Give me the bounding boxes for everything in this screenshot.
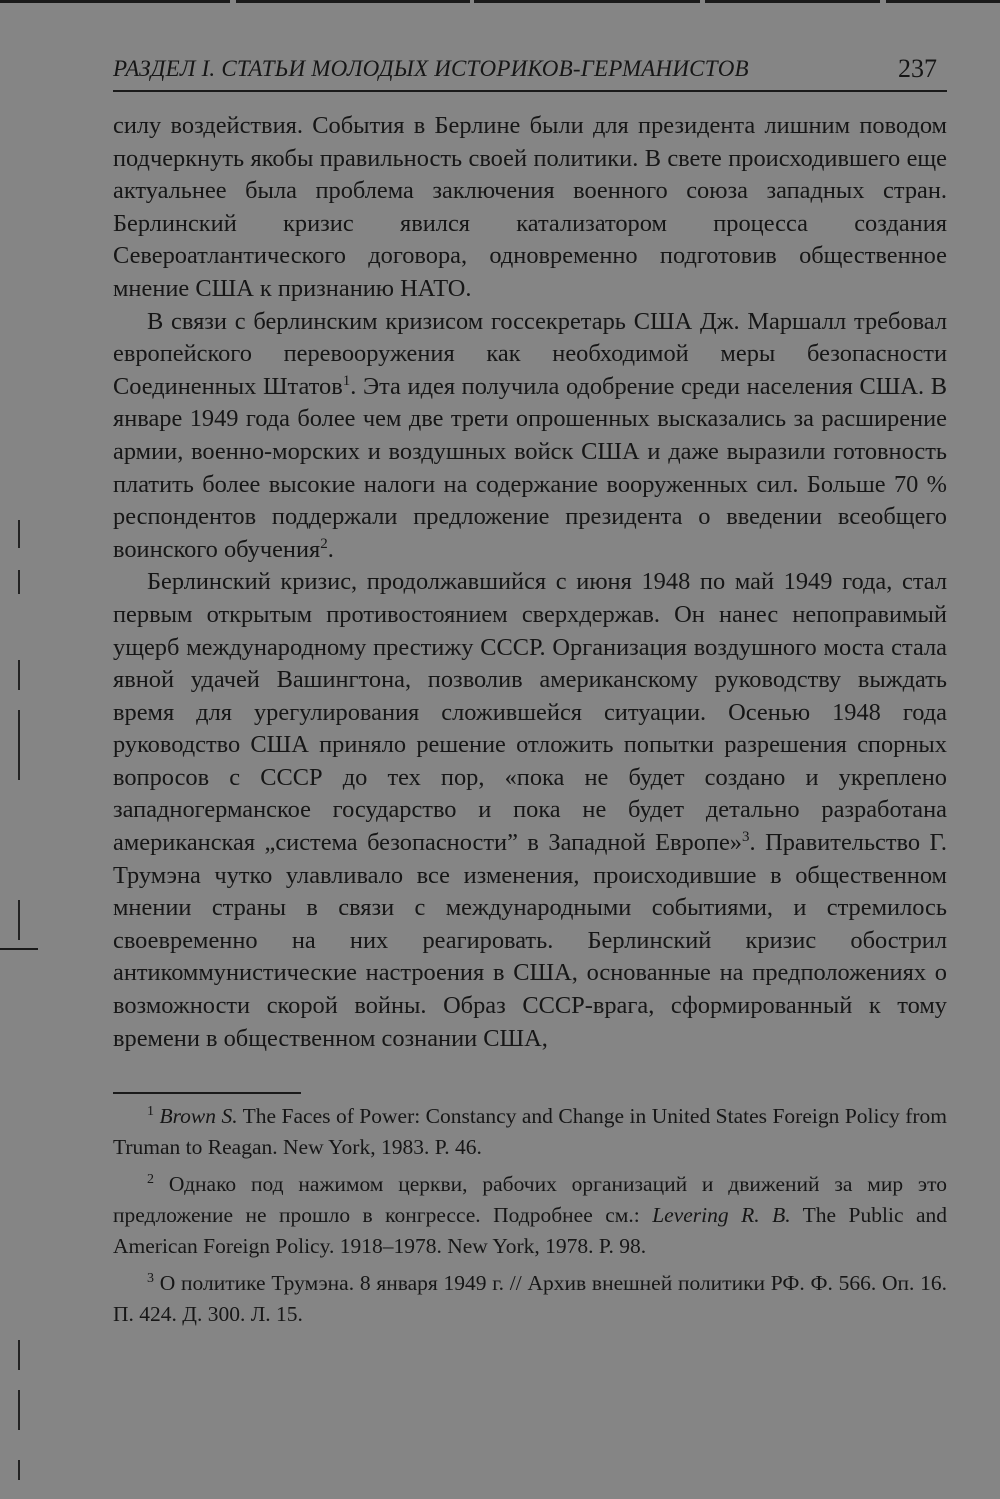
footnote-text: О политике Трумэна. 8 января 1949 г. // Архив внешней политики РФ. Ф. 566. Оп. 16. П. 424. Д. 300. Л. 15. bbox=[113, 1271, 947, 1327]
book-page bbox=[113, 50, 947, 1336]
footnote-author: Brown S. bbox=[159, 1104, 238, 1129]
footnote-text: Однако под нажимом церкви, рабочих организаций и движений за мир это предложение не прошло в конгрессе. Подробнее см.: bbox=[113, 1172, 947, 1228]
paragraph-3 bbox=[113, 566, 947, 1055]
footnote-divider bbox=[113, 1092, 301, 1094]
paragraph-2-text: . bbox=[327, 535, 334, 563]
running-title: РАЗДЕЛ I. СТАТЬИ МОЛОДЫХ ИСТОРИКОВ-ГЕРМАНИСТОВ bbox=[113, 56, 749, 81]
scan-margin-mark bbox=[18, 1460, 20, 1480]
scan-border-gap bbox=[230, 0, 236, 3]
paragraph-1: силу воздействия. События в Берлине были для президента лишним поводом подчеркнуть якобы правильность своей политики. В свете происходившего еще актуальнее была проблема заключения военного союза западных стран. Берлинский кризис явился катализатором процесса создания Североатлантического договора, одновременно подготовив общественное мнение США к признанию НАТО. bbox=[113, 112, 947, 302]
footnote-number: 3 bbox=[147, 1271, 154, 1287]
scan-margin-mark bbox=[18, 900, 20, 940]
page-number: 237 bbox=[898, 54, 937, 83]
scan-margin-mark bbox=[18, 520, 20, 548]
footnote-text: The Public and American Foreign Policy. 1918–1978. New York, 1978. P. 98. bbox=[113, 1203, 947, 1259]
footnote-3 bbox=[113, 1268, 947, 1330]
paragraph-2-text: В связи с берлинским кризисом госсекретарь США Дж. Маршалл требовал европейского перевооружения как необходимой меры безопасности Соединенных Штатов bbox=[113, 307, 947, 400]
footnotes bbox=[113, 1101, 947, 1330]
paragraph-2 bbox=[113, 306, 947, 567]
paragraph-3-text: . Правительство Г. Трумэна чутко улавливало все изменения, происходившие в общественном мнении страны в связи с международными событиями, и стремилось своевременно на них реагировать. Берлинский кризис обострил антикоммунистические настроения в США, основанные на предположениях о возможности скорой войны. Образ СССР-врага, сформированный к тому времени в общественном сознании США, bbox=[113, 829, 948, 1052]
scan-margin-tick bbox=[0, 948, 38, 950]
footnote-number: 2 bbox=[147, 1172, 154, 1188]
footnote-ref-2[interactable]: 2 bbox=[320, 535, 328, 552]
scan-margin-mark bbox=[18, 710, 20, 780]
paragraph-2-text: . Эта идея получила одобрение среди населения США. В январе 1949 года более чем две трети опрошенных высказались за расширение армии, военно-морских и воздушных войск США и даже выразили готовность платить более высокие налоги на содержание вооруженных сил. Больше 70 % респондентов поддержали предложение президента о введении всеобщего воинского обучения bbox=[113, 372, 947, 563]
paragraph-3-text: Берлинский кризис, продолжавшийся с июня 1948 по май 1949 года, стал первым открытым противостоянием сверхдержав. Он нанес непоправимый ущерб международному престижу СССР. Организация воздушного моста стала явной удачей Вашингтона, позволив американскому руководству выждать время для урегулирования сложившейся ситуации. Осенью 1948 года руководство США приняло решение отложить попытки разрешения спорных вопросов с СССР до тех пор, «пока не будет создано и укреплено западногерманское государство и пока не будет детально разработана американская „система безопасности” в Западной Европе» bbox=[113, 568, 947, 857]
scan-margin-mark bbox=[18, 1390, 20, 1430]
scan-margin-mark bbox=[18, 660, 20, 690]
footnote-text: The Faces of Power: Constancy and Change in United States Foreign Policy from Truman to Reagan. New York, 1983. P. 46. bbox=[113, 1104, 948, 1160]
scan-top-border bbox=[0, 0, 1000, 3]
scan-margin-mark bbox=[18, 1340, 20, 1370]
footnote-2 bbox=[113, 1169, 947, 1262]
footnote-1 bbox=[113, 1101, 947, 1163]
footnote-number: 1 bbox=[147, 1104, 154, 1120]
scan-margin-mark bbox=[18, 570, 20, 594]
scan-border-gap bbox=[880, 0, 886, 3]
footnote-ref-1[interactable]: 1 bbox=[342, 372, 351, 389]
scan-border-gap bbox=[700, 0, 705, 3]
footnote-ref-3[interactable]: 3 bbox=[742, 829, 750, 846]
footnote-author: Levering R. B. bbox=[652, 1203, 791, 1228]
scan-border-gap bbox=[470, 0, 474, 3]
running-header bbox=[113, 50, 947, 92]
body-text bbox=[113, 110, 947, 1055]
